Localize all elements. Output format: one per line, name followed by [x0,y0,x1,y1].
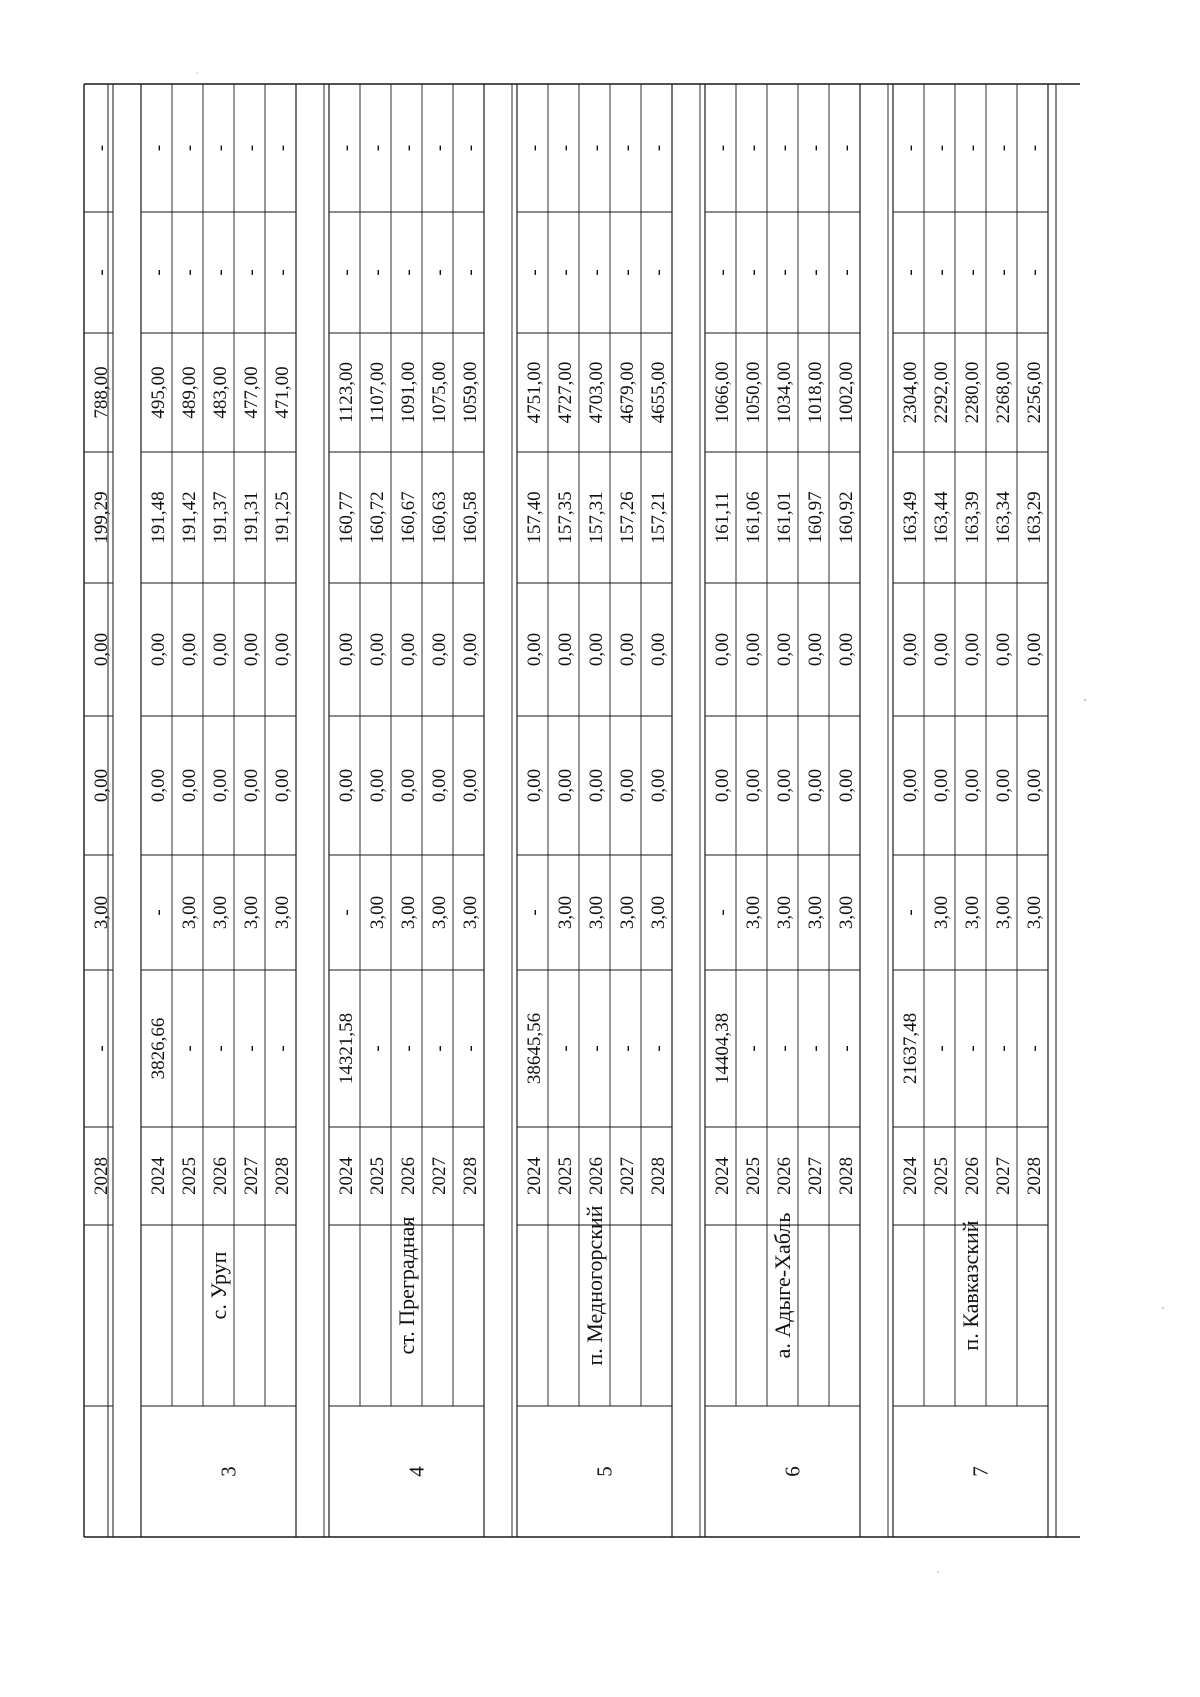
value-cell: - [993,144,1014,152]
value-cell: 3,00 [962,895,983,930]
value-cell: 0,00 [241,768,262,803]
value-cell: - [586,269,607,276]
value-cell: - [91,144,112,152]
value-cell: 788,00 [91,366,112,419]
value-cell: - [179,1045,200,1052]
value-cell: - [429,144,450,152]
value-cell: 0,00 [712,632,733,667]
value-cell: 0,00 [336,632,357,667]
value-cell: 4703,00 [586,361,607,424]
value-cell: 0,00 [179,768,200,803]
value-cell: 3,00 [1024,895,1045,930]
value-cell: - [524,269,545,276]
value-cell: - [648,144,669,152]
value-cell: - [774,269,795,276]
value-cell: - [900,269,921,276]
settlement-name: ст. Преградная [394,1216,419,1355]
value-cell: - [398,269,419,276]
value-cell: - [993,269,1014,276]
value-cell: - [367,269,388,276]
settlement-name: п. Кавказский [958,1220,983,1351]
value-cell: 1018,00 [805,361,826,424]
value-cell: 163,39 [962,491,983,544]
year-cell: 2027 [429,1157,450,1195]
value-cell: - [272,144,293,152]
value-cell: - [712,909,733,916]
value-cell: 2256,00 [1024,361,1045,424]
value-cell: - [586,144,607,152]
value-cell: 3,00 [836,895,857,930]
value-cell: 0,00 [555,768,576,803]
value-cell: 2268,00 [993,361,1014,424]
value-cell: 471,00 [272,366,293,419]
value-cell: - [836,144,857,152]
value-cell: - [148,269,169,276]
value-cell: 495,00 [148,366,169,419]
value-cell: - [805,269,826,276]
value-cell: 1091,00 [398,361,419,424]
value-cell: - [179,269,200,276]
value-cell: 0,00 [774,768,795,803]
year-cell: 2028 [648,1157,669,1195]
value-cell: - [1024,269,1045,276]
year-cell: 2027 [241,1157,262,1195]
value-cell: 0,00 [1024,768,1045,803]
value-cell: 2280,00 [962,361,983,424]
value-cell: 1002,00 [836,361,857,424]
value-cell: - [336,144,357,152]
value-cell: 2304,00 [900,361,921,424]
value-cell: 0,00 [712,768,733,803]
value-cell: 3,00 [805,895,826,930]
value-cell: - [648,1045,669,1052]
year-cell: 2025 [179,1157,200,1195]
value-cell: 157,35 [555,491,576,544]
year-cell: 2028 [91,1157,112,1195]
value-cell: 3,00 [429,895,450,930]
value-cell: - [712,269,733,276]
value-cell: - [336,269,357,276]
value-cell: - [241,1045,262,1052]
value-cell: 0,00 [179,632,200,667]
value-cell: - [398,1045,419,1052]
value-cell: 1034,00 [774,361,795,424]
year-cell: 2026 [210,1157,231,1195]
value-cell: 4727,00 [555,361,576,424]
value-cell: - [1024,144,1045,152]
value-cell: 483,00 [210,366,231,419]
value-cell: 157,26 [617,491,638,544]
year-cell: 2027 [805,1157,826,1195]
value-cell: - [179,144,200,152]
value-cell: 0,00 [586,768,607,803]
value-cell: - [272,1045,293,1052]
value-cell: 0,00 [617,632,638,667]
value-cell: 0,00 [962,632,983,667]
value-cell: 0,00 [91,768,112,803]
value-cell: 0,00 [805,768,826,803]
year-cell: 2028 [1024,1157,1045,1195]
value-cell: 1066,00 [712,361,733,424]
year-cell: 2024 [524,1157,545,1195]
value-cell: 4751,00 [524,361,545,424]
value-cell: 157,40 [524,491,545,544]
value-cell: 160,97 [805,491,826,544]
value-cell: - [931,144,952,152]
value-cell: 3,00 [617,895,638,930]
value-cell: 3,00 [931,895,952,930]
value-cell: 0,00 [617,768,638,803]
value-cell: 0,00 [398,768,419,803]
row-number: 4 [404,1466,429,1477]
value-cell: 161,01 [774,491,795,544]
year-cell: 2026 [398,1157,419,1195]
value-cell: - [148,144,169,152]
value-cell: 1050,00 [743,361,764,424]
value-cell: 0,00 [743,632,764,667]
value-cell: 0,00 [931,768,952,803]
value-cell: 0,00 [836,768,857,803]
value-cell: 191,31 [241,491,262,544]
value-cell: - [524,909,545,916]
value-cell: - [367,144,388,152]
value-cell: - [805,144,826,152]
value-cell: 0,00 [460,768,481,803]
value-cell: 160,77 [336,491,357,544]
value-cell: 3,00 [586,895,607,930]
year-cell: 2026 [774,1157,795,1195]
value-cell: - [429,269,450,276]
value-cell: 1107,00 [367,361,388,424]
value-cell: 3,00 [367,895,388,930]
year-cell: 2027 [617,1157,638,1195]
value-cell: 0,00 [962,768,983,803]
value-cell: 0,00 [524,768,545,803]
value-cell: 199,29 [91,491,112,544]
value-cell: - [272,269,293,276]
value-cell: 163,49 [900,491,921,544]
value-cell: 14321,58 [336,1012,357,1085]
value-cell: 0,00 [429,632,450,667]
value-cell: 14404,38 [712,1012,733,1085]
year-cell: 2024 [712,1157,733,1195]
scan-speck [937,1571,939,1573]
row-number: 3 [216,1466,241,1477]
value-cell: 0,00 [398,632,419,667]
value-cell: - [1024,1045,1045,1052]
scan-speck [1084,699,1087,702]
value-cell: - [617,1045,638,1052]
value-cell: 3,00 [241,895,262,930]
value-cell: 157,31 [586,491,607,544]
year-cell: 2028 [836,1157,857,1195]
row-number: 6 [780,1466,805,1477]
scan-speck [1162,1307,1164,1309]
value-cell: 0,00 [836,632,857,667]
value-cell: - [460,1045,481,1052]
value-cell: - [993,1045,1014,1052]
value-cell: 160,63 [429,491,450,544]
value-cell: 0,00 [429,768,450,803]
year-cell: 2024 [900,1157,921,1195]
value-cell: 4655,00 [648,361,669,424]
value-cell: 21637,48 [900,1012,921,1085]
value-cell: 0,00 [524,632,545,667]
value-cell: 0,00 [148,768,169,803]
year-cell: 2025 [367,1157,388,1195]
row-number: 7 [968,1466,993,1477]
value-cell: 163,29 [1024,491,1045,544]
value-cell: 0,00 [648,768,669,803]
value-cell: 0,00 [993,768,1014,803]
value-cell: 157,21 [648,491,669,544]
value-cell: - [962,144,983,152]
value-cell: 1123,00 [336,361,357,424]
value-cell: - [962,269,983,276]
value-cell: - [648,269,669,276]
value-cell: 3,00 [398,895,419,930]
value-cell: 3826,66 [148,1017,169,1080]
value-cell: 3,00 [179,895,200,930]
year-cell: 2024 [148,1157,169,1195]
value-cell: 160,67 [398,491,419,544]
value-cell: - [460,144,481,152]
value-cell: 191,48 [148,491,169,544]
value-cell: - [617,144,638,152]
value-cell: 0,00 [586,632,607,667]
value-cell: 0,00 [774,632,795,667]
value-cell: - [900,144,921,152]
value-cell: - [555,269,576,276]
value-cell: 0,00 [210,632,231,667]
value-cell: 3,00 [272,895,293,930]
value-cell: 0,00 [91,632,112,667]
value-cell: 0,00 [993,632,1014,667]
value-cell: - [931,1045,952,1052]
value-cell: 0,00 [336,768,357,803]
value-cell: - [460,269,481,276]
value-cell: 2292,00 [931,361,952,424]
year-cell: 2024 [336,1157,357,1195]
settlement-name: с. Уруп [206,1251,231,1320]
value-cell: - [617,269,638,276]
value-cell: 0,00 [460,632,481,667]
value-cell: - [210,144,231,152]
value-cell: - [91,269,112,276]
value-cell: - [712,144,733,152]
value-cell: 38645,56 [524,1012,545,1085]
value-cell: 0,00 [148,632,169,667]
value-cell: - [836,1045,857,1052]
value-cell: - [774,144,795,152]
value-cell: - [931,269,952,276]
value-cell: - [743,269,764,276]
value-cell: - [805,1045,826,1052]
year-cell: 2028 [272,1157,293,1195]
value-cell: 0,00 [900,632,921,667]
value-cell: - [900,909,921,916]
value-cell: - [429,1045,450,1052]
value-cell: 3,00 [774,895,795,930]
value-cell: 160,72 [367,491,388,544]
value-cell: 0,00 [210,768,231,803]
value-cell: 3,00 [91,895,112,930]
value-cell: 0,00 [367,632,388,667]
value-cell: 160,92 [836,491,857,544]
value-cell: 163,44 [931,491,952,544]
year-cell: 2026 [962,1157,983,1195]
row-number: 5 [592,1466,617,1477]
value-cell: 0,00 [1024,632,1045,667]
year-cell: 2025 [743,1157,764,1195]
value-cell: 160,58 [460,491,481,544]
year-cell: 2025 [931,1157,952,1195]
value-cell: - [586,1045,607,1052]
value-cell: 191,25 [272,491,293,544]
value-cell: - [743,1045,764,1052]
value-cell: 0,00 [555,632,576,667]
value-cell: 0,00 [931,632,952,667]
value-cell: 3,00 [648,895,669,930]
value-cell: - [555,1045,576,1052]
value-cell: 477,00 [241,366,262,419]
value-cell: - [241,144,262,152]
settlement-name: а. Адыге-Хабль [770,1212,795,1359]
value-cell: 0,00 [272,768,293,803]
value-cell: - [836,269,857,276]
value-cell: 191,42 [179,491,200,544]
value-cell: 1075,00 [429,361,450,424]
value-cell: 3,00 [210,895,231,930]
value-cell: 0,00 [241,632,262,667]
value-cell: 489,00 [179,366,200,419]
year-cell: 2026 [586,1157,607,1195]
value-cell: 0,00 [272,632,293,667]
value-cell: 0,00 [805,632,826,667]
value-cell: - [398,144,419,152]
value-cell: 1059,00 [460,361,481,424]
value-cell: - [336,909,357,916]
value-cell: 0,00 [648,632,669,667]
value-cell: - [91,1045,112,1052]
value-cell: - [210,1045,231,1052]
value-cell: 0,00 [743,768,764,803]
year-cell: 2025 [555,1157,576,1195]
value-cell: - [555,144,576,152]
settlement-name: п. Медногорский [582,1205,607,1366]
value-cell: - [774,1045,795,1052]
value-cell: - [524,144,545,152]
value-cell: 161,11 [712,491,733,544]
value-cell: - [210,269,231,276]
year-cell: 2027 [993,1157,1014,1195]
value-cell: - [241,269,262,276]
value-cell: 0,00 [367,768,388,803]
year-cell: 2028 [460,1157,481,1195]
value-cell: 0,00 [900,768,921,803]
value-cell: 191,37 [210,491,231,544]
value-cell: 3,00 [743,895,764,930]
value-cell: - [743,144,764,152]
value-cell: - [367,1045,388,1052]
value-cell: 3,00 [460,895,481,930]
value-cell: 161,06 [743,491,764,544]
value-cell: - [962,1045,983,1052]
value-cell: 163,34 [993,491,1014,544]
value-cell: 3,00 [555,895,576,930]
scan-speck [196,72,198,74]
value-cell: 3,00 [993,895,1014,930]
value-cell: 4679,00 [617,361,638,424]
value-cell: - [148,909,169,916]
